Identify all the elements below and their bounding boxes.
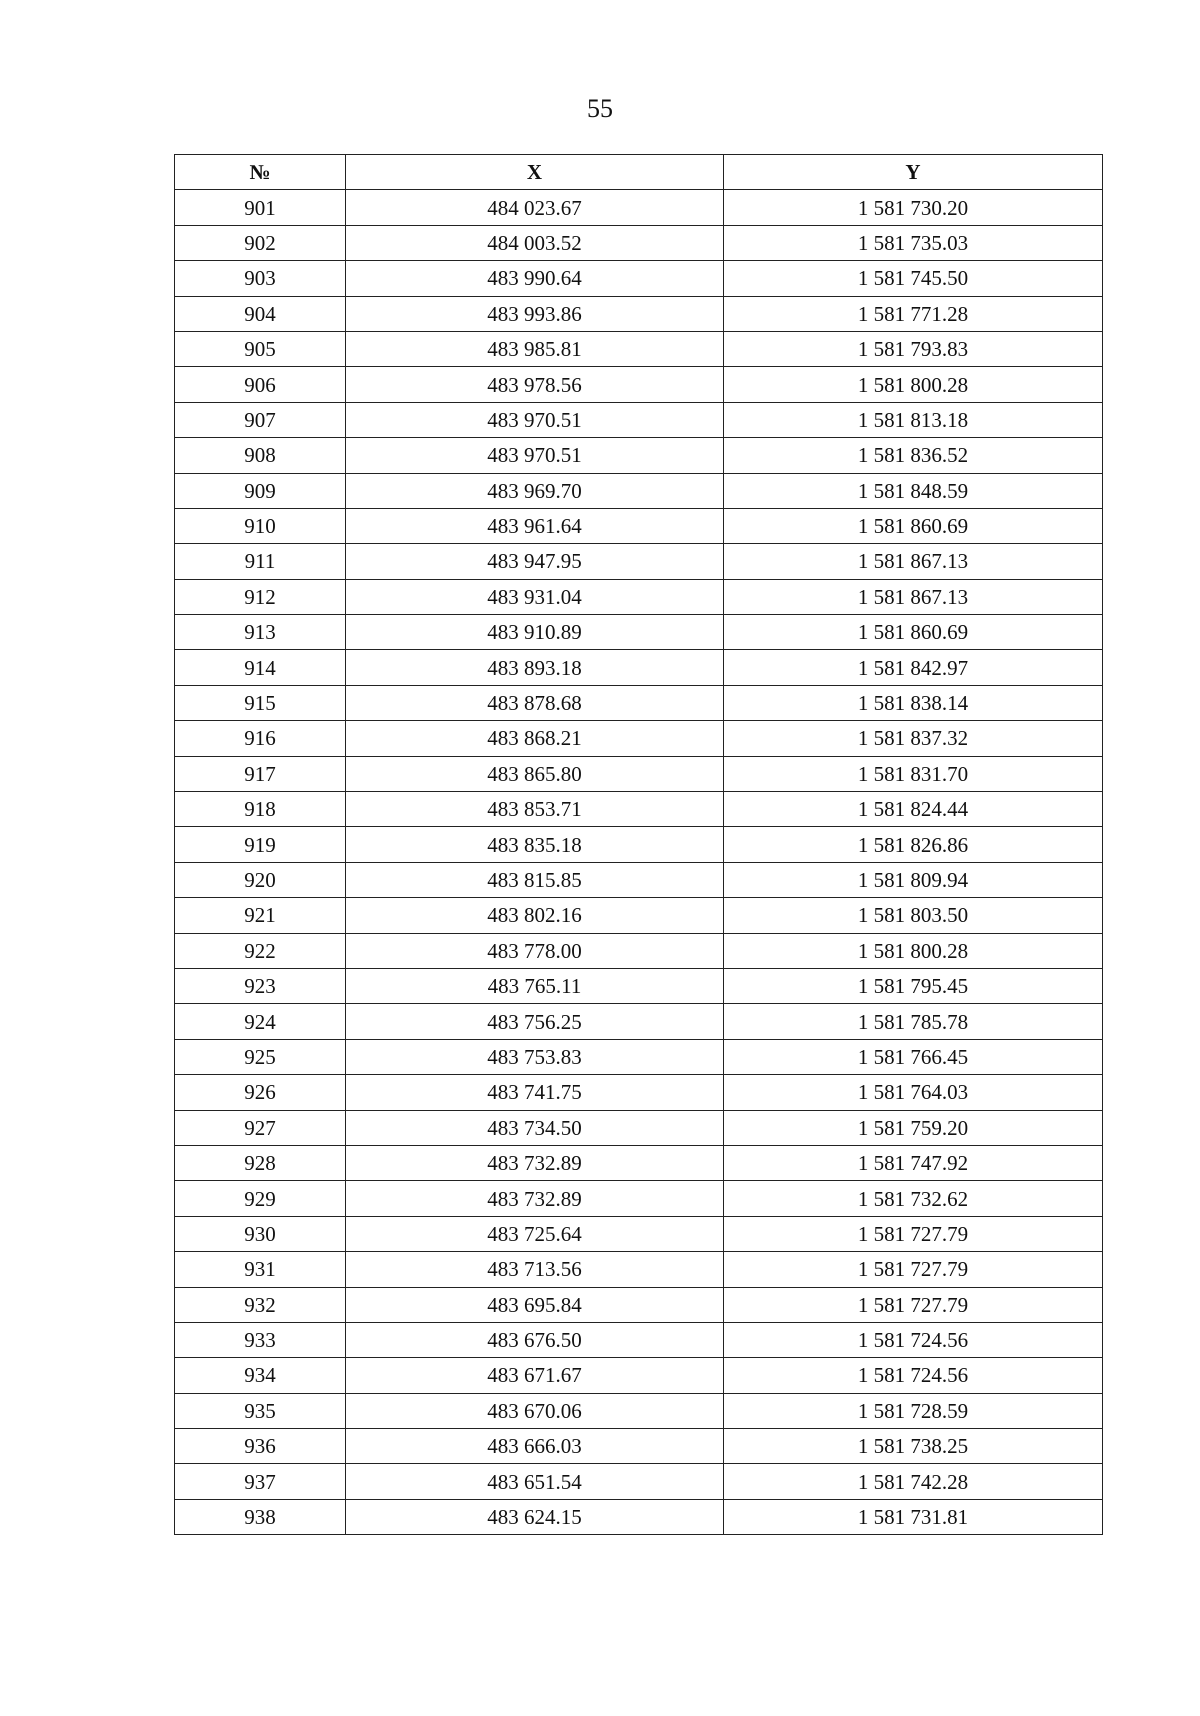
cell-x: 483 853.71 bbox=[346, 792, 724, 827]
table-row bbox=[175, 1216, 1103, 1251]
cell-x: 484 003.52 bbox=[346, 225, 724, 260]
cell-x: 483 865.80 bbox=[346, 756, 724, 791]
cell-number: 925 bbox=[175, 1039, 346, 1074]
cell-number: 933 bbox=[175, 1322, 346, 1357]
cell-number: 938 bbox=[175, 1499, 346, 1534]
cell-number: 937 bbox=[175, 1464, 346, 1499]
cell-y: 1 581 867.13 bbox=[724, 579, 1103, 614]
cell-x: 483 969.70 bbox=[346, 473, 724, 508]
cell-x: 483 695.84 bbox=[346, 1287, 724, 1322]
cell-number: 902 bbox=[175, 225, 346, 260]
table-row bbox=[175, 1287, 1103, 1322]
cell-y: 1 581 728.59 bbox=[724, 1393, 1103, 1428]
cell-y: 1 581 826.86 bbox=[724, 827, 1103, 862]
cell-y: 1 581 766.45 bbox=[724, 1039, 1103, 1074]
cell-y: 1 581 800.28 bbox=[724, 367, 1103, 402]
table-row bbox=[175, 1358, 1103, 1393]
table-row bbox=[175, 862, 1103, 897]
table-row bbox=[175, 898, 1103, 933]
cell-y: 1 581 745.50 bbox=[724, 261, 1103, 296]
cell-y: 1 581 724.56 bbox=[724, 1322, 1103, 1357]
cell-number: 920 bbox=[175, 862, 346, 897]
cell-number: 922 bbox=[175, 933, 346, 968]
header-number: № bbox=[175, 155, 346, 190]
cell-number: 915 bbox=[175, 685, 346, 720]
cell-x: 483 670.06 bbox=[346, 1393, 724, 1428]
cell-x: 483 893.18 bbox=[346, 650, 724, 685]
cell-y: 1 581 727.79 bbox=[724, 1216, 1103, 1251]
cell-y: 1 581 837.32 bbox=[724, 721, 1103, 756]
table-row bbox=[175, 1110, 1103, 1145]
cell-number: 931 bbox=[175, 1252, 346, 1287]
cell-y: 1 581 732.62 bbox=[724, 1181, 1103, 1216]
cell-x: 483 993.86 bbox=[346, 296, 724, 331]
cell-y: 1 581 867.13 bbox=[724, 544, 1103, 579]
cell-x: 483 931.04 bbox=[346, 579, 724, 614]
cell-x: 483 947.95 bbox=[346, 544, 724, 579]
table-row bbox=[175, 1499, 1103, 1534]
table-row bbox=[175, 438, 1103, 473]
table-row bbox=[175, 1393, 1103, 1428]
cell-x: 483 815.85 bbox=[346, 862, 724, 897]
cell-number: 909 bbox=[175, 473, 346, 508]
cell-y: 1 581 785.78 bbox=[724, 1004, 1103, 1039]
table-row bbox=[175, 827, 1103, 862]
cell-x: 483 651.54 bbox=[346, 1464, 724, 1499]
cell-y: 1 581 842.97 bbox=[724, 650, 1103, 685]
coordinates-table bbox=[174, 154, 1103, 1535]
cell-number: 907 bbox=[175, 402, 346, 437]
table-row bbox=[175, 579, 1103, 614]
cell-x: 483 666.03 bbox=[346, 1429, 724, 1464]
cell-number: 917 bbox=[175, 756, 346, 791]
table-row bbox=[175, 367, 1103, 402]
cell-y: 1 581 730.20 bbox=[724, 190, 1103, 225]
cell-x: 483 676.50 bbox=[346, 1322, 724, 1357]
cell-number: 936 bbox=[175, 1429, 346, 1464]
table-row bbox=[175, 721, 1103, 756]
table-row bbox=[175, 544, 1103, 579]
cell-x: 483 624.15 bbox=[346, 1499, 724, 1534]
cell-x: 483 671.67 bbox=[346, 1358, 724, 1393]
cell-x: 483 753.83 bbox=[346, 1039, 724, 1074]
cell-number: 903 bbox=[175, 261, 346, 296]
cell-number: 935 bbox=[175, 1393, 346, 1428]
table-body bbox=[175, 190, 1103, 1535]
cell-number: 911 bbox=[175, 544, 346, 579]
cell-x: 483 835.18 bbox=[346, 827, 724, 862]
cell-y: 1 581 764.03 bbox=[724, 1075, 1103, 1110]
table-row bbox=[175, 968, 1103, 1003]
cell-x: 483 756.25 bbox=[346, 1004, 724, 1039]
cell-number: 921 bbox=[175, 898, 346, 933]
table-row bbox=[175, 190, 1103, 225]
cell-x: 483 734.50 bbox=[346, 1110, 724, 1145]
cell-x: 483 741.75 bbox=[346, 1075, 724, 1110]
table-row bbox=[175, 1145, 1103, 1180]
cell-y: 1 581 747.92 bbox=[724, 1145, 1103, 1180]
header-y: Y bbox=[724, 155, 1103, 190]
cell-number: 934 bbox=[175, 1358, 346, 1393]
table-row bbox=[175, 756, 1103, 791]
cell-x: 484 023.67 bbox=[346, 190, 724, 225]
table-row bbox=[175, 685, 1103, 720]
cell-y: 1 581 803.50 bbox=[724, 898, 1103, 933]
cell-number: 912 bbox=[175, 579, 346, 614]
cell-x: 483 765.11 bbox=[346, 968, 724, 1003]
cell-x: 483 878.68 bbox=[346, 685, 724, 720]
cell-y: 1 581 860.69 bbox=[724, 508, 1103, 543]
cell-y: 1 581 831.70 bbox=[724, 756, 1103, 791]
table-row bbox=[175, 1464, 1103, 1499]
cell-number: 930 bbox=[175, 1216, 346, 1251]
cell-y: 1 581 738.25 bbox=[724, 1429, 1103, 1464]
header-row bbox=[175, 155, 1103, 190]
cell-x: 483 970.51 bbox=[346, 402, 724, 437]
table-row bbox=[175, 1039, 1103, 1074]
cell-y: 1 581 771.28 bbox=[724, 296, 1103, 331]
cell-y: 1 581 735.03 bbox=[724, 225, 1103, 260]
cell-number: 932 bbox=[175, 1287, 346, 1322]
cell-x: 483 778.00 bbox=[346, 933, 724, 968]
cell-x: 483 990.64 bbox=[346, 261, 724, 296]
page-number: 55 bbox=[587, 94, 613, 123]
cell-y: 1 581 813.18 bbox=[724, 402, 1103, 437]
cell-number: 908 bbox=[175, 438, 346, 473]
cell-x: 483 713.56 bbox=[346, 1252, 724, 1287]
cell-x: 483 732.89 bbox=[346, 1145, 724, 1180]
cell-x: 483 961.64 bbox=[346, 508, 724, 543]
table-row bbox=[175, 261, 1103, 296]
table-row bbox=[175, 296, 1103, 331]
cell-y: 1 581 727.79 bbox=[724, 1287, 1103, 1322]
cell-number: 916 bbox=[175, 721, 346, 756]
cell-x: 483 732.89 bbox=[346, 1181, 724, 1216]
cell-number: 929 bbox=[175, 1181, 346, 1216]
cell-x: 483 985.81 bbox=[346, 331, 724, 366]
cell-number: 919 bbox=[175, 827, 346, 862]
table-row bbox=[175, 1004, 1103, 1039]
cell-y: 1 581 800.28 bbox=[724, 933, 1103, 968]
cell-y: 1 581 838.14 bbox=[724, 685, 1103, 720]
cell-y: 1 581 795.45 bbox=[724, 968, 1103, 1003]
table-row bbox=[175, 1075, 1103, 1110]
cell-y: 1 581 860.69 bbox=[724, 615, 1103, 650]
cell-x: 483 868.21 bbox=[346, 721, 724, 756]
table-row bbox=[175, 792, 1103, 827]
cell-number: 926 bbox=[175, 1075, 346, 1110]
cell-y: 1 581 724.56 bbox=[724, 1358, 1103, 1393]
table-row bbox=[175, 1322, 1103, 1357]
cell-number: 914 bbox=[175, 650, 346, 685]
cell-y: 1 581 731.81 bbox=[724, 1499, 1103, 1534]
cell-number: 904 bbox=[175, 296, 346, 331]
header-x: X bbox=[346, 155, 724, 190]
cell-number: 918 bbox=[175, 792, 346, 827]
cell-number: 901 bbox=[175, 190, 346, 225]
cell-number: 905 bbox=[175, 331, 346, 366]
cell-y: 1 581 809.94 bbox=[724, 862, 1103, 897]
cell-x: 483 725.64 bbox=[346, 1216, 724, 1251]
cell-number: 906 bbox=[175, 367, 346, 402]
table-row bbox=[175, 933, 1103, 968]
cell-x: 483 978.56 bbox=[346, 367, 724, 402]
table-row bbox=[175, 1429, 1103, 1464]
cell-number: 910 bbox=[175, 508, 346, 543]
table-row bbox=[175, 1252, 1103, 1287]
table-row bbox=[175, 615, 1103, 650]
cell-number: 928 bbox=[175, 1145, 346, 1180]
cell-x: 483 970.51 bbox=[346, 438, 724, 473]
table-row bbox=[175, 331, 1103, 366]
cell-number: 923 bbox=[175, 968, 346, 1003]
table-row bbox=[175, 650, 1103, 685]
cell-y: 1 581 727.79 bbox=[724, 1252, 1103, 1287]
table-row bbox=[175, 225, 1103, 260]
table-row bbox=[175, 402, 1103, 437]
cell-x: 483 910.89 bbox=[346, 615, 724, 650]
cell-y: 1 581 824.44 bbox=[724, 792, 1103, 827]
cell-number: 927 bbox=[175, 1110, 346, 1145]
cell-number: 913 bbox=[175, 615, 346, 650]
cell-number: 924 bbox=[175, 1004, 346, 1039]
cell-x: 483 802.16 bbox=[346, 898, 724, 933]
table-row bbox=[175, 1181, 1103, 1216]
cell-y: 1 581 848.59 bbox=[724, 473, 1103, 508]
table-header bbox=[175, 155, 1103, 190]
cell-y: 1 581 836.52 bbox=[724, 438, 1103, 473]
table-row bbox=[175, 508, 1103, 543]
table-row bbox=[175, 473, 1103, 508]
cell-y: 1 581 742.28 bbox=[724, 1464, 1103, 1499]
cell-y: 1 581 759.20 bbox=[724, 1110, 1103, 1145]
cell-y: 1 581 793.83 bbox=[724, 331, 1103, 366]
